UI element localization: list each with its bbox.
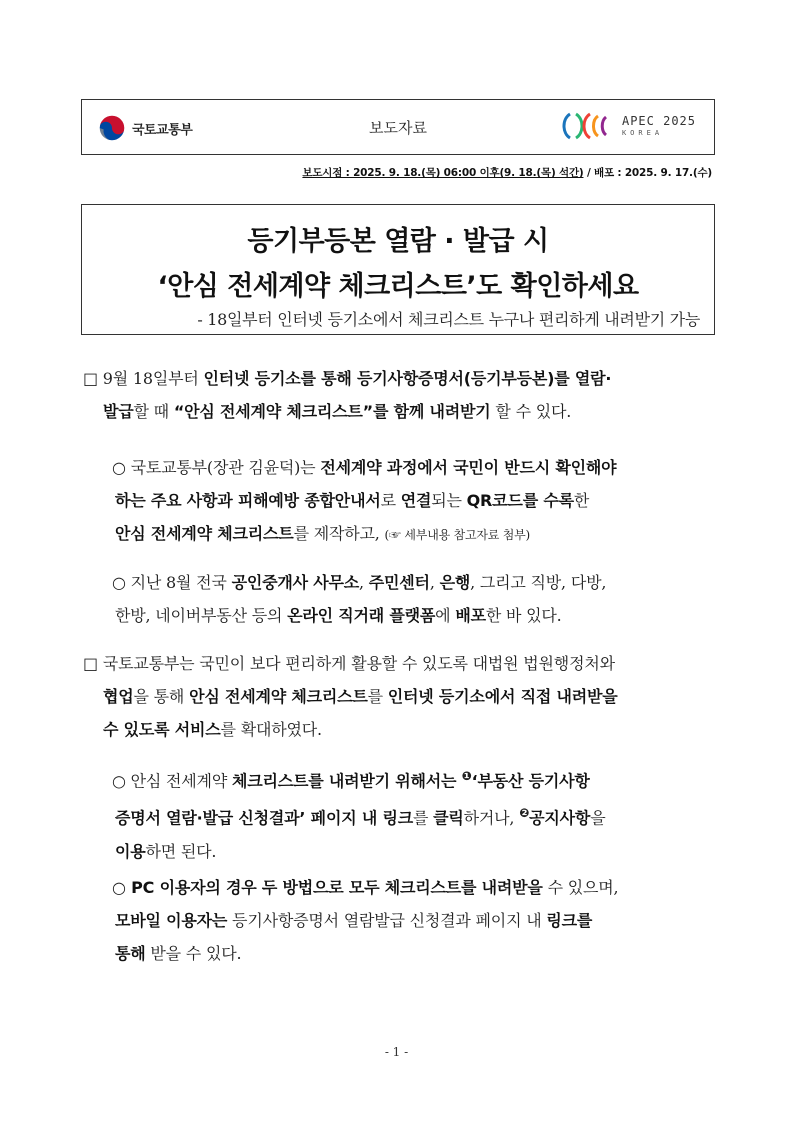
bold-text: 클릭 [433, 808, 464, 828]
step-2-icon: ❷ [519, 806, 530, 821]
text: 를 [412, 808, 434, 828]
circle-bullet: ○ [112, 573, 126, 592]
bold-text: 수 있도록 서비스 [103, 720, 221, 739]
bold-text: 안심 전세계약 체크리스트 [115, 524, 294, 543]
apec-logo [560, 111, 696, 141]
text: 한 바 있다. [485, 606, 562, 625]
paragraph-3 [112, 566, 724, 632]
bold-text: 공지사항 [529, 808, 591, 828]
paragraph-2 [112, 451, 724, 552]
apec-subtitle: KOREA [621, 129, 664, 137]
bold-text: 공인중개사 사무소 [231, 573, 359, 592]
embargo-line [302, 165, 712, 180]
box-bullet: □ [83, 369, 98, 388]
circle-bullet: ○ [112, 771, 126, 791]
text: 을 [590, 808, 606, 828]
bold-text: 인터넷 등기소에서 직접 내려받을 [387, 687, 618, 706]
reference-note: (☞ 세부내용 참고자료 첨부) [384, 528, 531, 542]
circle-bullet: ○ [112, 458, 126, 477]
paragraph-1-cont [103, 395, 723, 428]
text: 에 [435, 606, 456, 625]
text: 안심 전세계약 [125, 771, 232, 791]
bold-text: QR코드를 수록 [466, 491, 574, 510]
text: 로 [380, 491, 401, 510]
text: , [429, 573, 440, 592]
text: 국토교통부는 국민이 보다 편리하게 활용할 수 있도록 대법원 법원행정처와 [97, 654, 615, 673]
text: 를 [367, 687, 388, 706]
ministry-name: 국토교통부 [132, 122, 193, 138]
paragraph-4 [83, 647, 723, 746]
bold-text: 발급 [103, 402, 134, 421]
title-box [81, 204, 715, 335]
text: 등기사항증명서 열람발급 신청결과 페이지 내 [227, 911, 547, 930]
bold-text: 통해 [115, 944, 146, 963]
bold-text: 링크를 [546, 911, 593, 930]
bold-text: 하는 주요 사항과 피해예방 종합안내서 [115, 491, 381, 510]
text: 되는 [431, 491, 467, 510]
bold-text: “안심 전세계약 체크리스트”를 함께 내려받기 [173, 402, 491, 421]
bold-text: 체크리스트를 내려받기 위해서는 [231, 771, 462, 791]
text: 를 확대하였다. [220, 720, 322, 739]
bold-text: 은행 [439, 573, 471, 592]
paragraph-1 [83, 362, 723, 395]
text: , 그리고 직방, 다방, [470, 573, 607, 592]
text: 할 때 [133, 402, 174, 421]
distribution-date: / 배포 : 2025. 9. 17.(수) [583, 167, 712, 179]
text: 한 [573, 491, 590, 510]
apec-icon [560, 111, 616, 141]
text: 할 수 있다. [490, 402, 572, 421]
bold-text: 증명서 열람·발급 신청결과’ 페이지 내 링크 [115, 808, 413, 828]
bold-text: 모바일 이용자는 [115, 911, 228, 930]
paragraph-6 [112, 871, 724, 970]
bold-text: 전세계약 과정에서 국민이 반드시 확인해야 [320, 458, 617, 477]
bold-text: 안심 전세계약 체크리스트 [189, 687, 368, 706]
subheadline: - 18일부터 인터넷 등기소에서 체크리스트 누구나 편리하게 내려받기 가능 [197, 310, 700, 329]
step-1-icon: ❶ [461, 769, 472, 783]
headline-line-1: 등기부등본 열람 · 발급 시 [247, 226, 549, 257]
bold-text: PC 이용자의 경우 두 방법으로 모두 체크리스트를 내려받을 [125, 878, 543, 897]
apec-title: APEC 2025 [621, 114, 696, 128]
text: 을 통해 [133, 687, 190, 706]
bold-text: 주민센터 [368, 573, 430, 592]
document-type: 보도자료 [369, 119, 427, 137]
bold-text: 인터넷 등기소를 통해 등기사항증명서(등기부등본)를 열람· [203, 369, 612, 388]
header-box [81, 99, 715, 155]
text: 9월 18일부터 [97, 369, 204, 388]
text: 한방, 네이버부동산 등의 [115, 606, 288, 625]
bold-text: 배포 [455, 606, 486, 625]
text: 를 제작하고, [293, 524, 385, 543]
bold-text: 연결 [400, 491, 432, 510]
box-bullet: □ [83, 654, 98, 673]
text: 하면 된다. [145, 841, 217, 861]
text: 국토교통부(장관 김윤덕)는 [125, 458, 321, 477]
release-time: 보도시점 : 2025. 9. 18.(목) 06:00 이후(9. 18.(목) 석간) [302, 167, 584, 179]
circle-bullet: ○ [112, 878, 126, 897]
text: 지난 8월 전국 [125, 573, 232, 592]
bold-text: ‘부동산 등기사항 [471, 771, 590, 791]
text: , [359, 573, 369, 592]
bold-text: 협업 [103, 687, 134, 706]
page-number: - 1 - [384, 1045, 409, 1059]
text: 수 있으며, [542, 878, 619, 897]
paragraph-5 [112, 760, 724, 868]
bold-text: 이용 [115, 841, 146, 861]
bold-text: 온라인 직거래 플랫폼 [287, 606, 436, 625]
text: 하거나, [463, 808, 520, 828]
headline-line-2: ‘안심 전세계약 체크리스트’도 확인하세요 [157, 271, 639, 302]
text: 받을 수 있다. [145, 944, 242, 963]
